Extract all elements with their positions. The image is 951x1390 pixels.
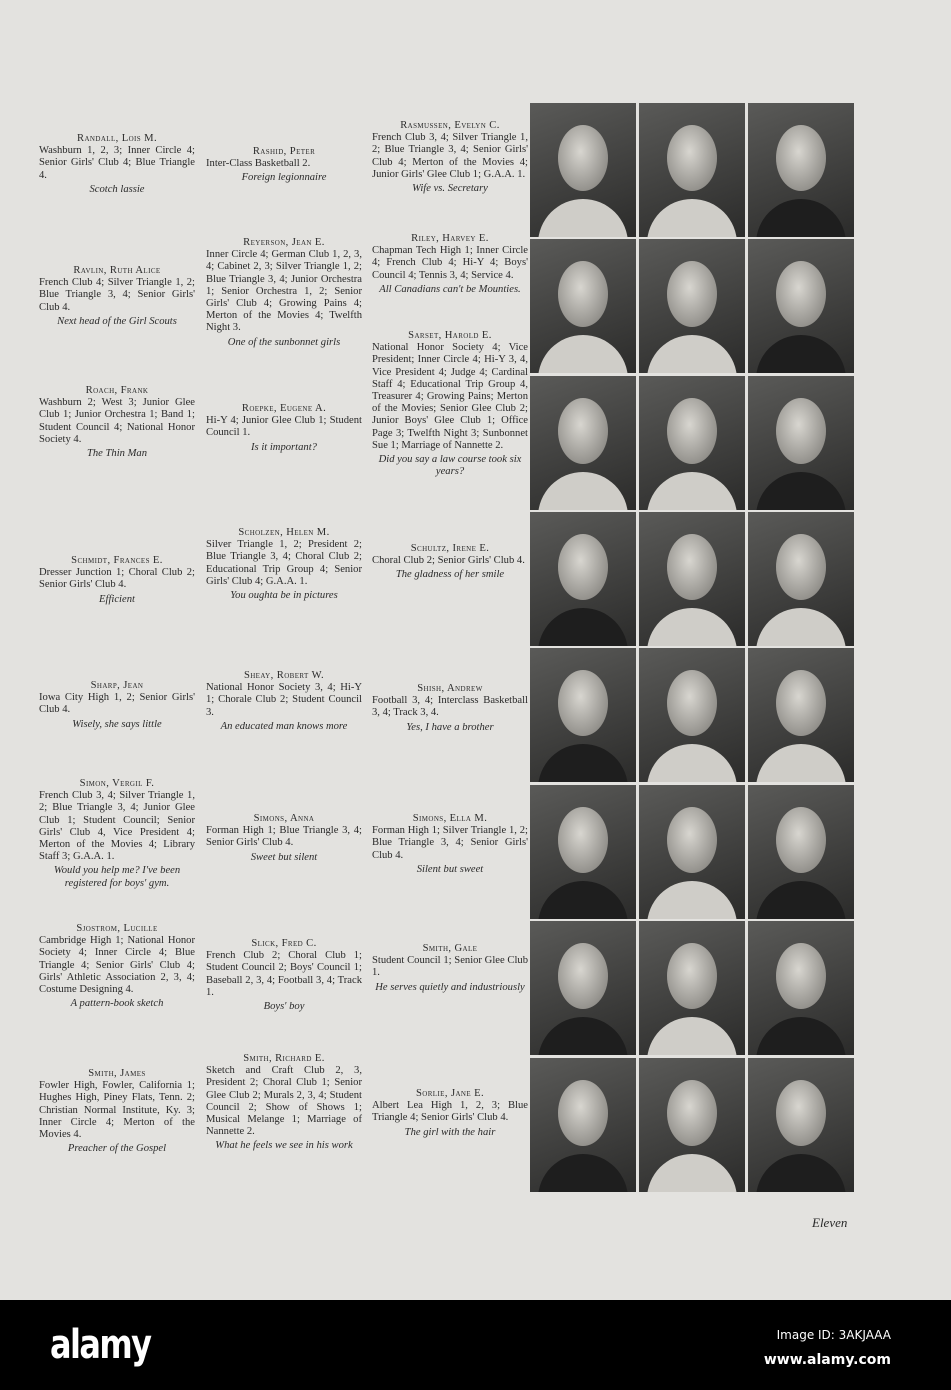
student-entry xyxy=(206,670,362,733)
student-portrait xyxy=(639,785,745,919)
student-activities: Iowa City High 1, 2; Senior Girls' Club 4. xyxy=(39,692,195,716)
student-entry xyxy=(206,237,362,349)
student-name: Simons, Anna xyxy=(253,813,315,824)
student-entry xyxy=(372,813,528,876)
site-url: www.alamy.com xyxy=(763,1352,891,1368)
student-motto: Would you help me? I've been registered for boys' gym. xyxy=(53,865,181,889)
student-motto: Yes, I have a brother xyxy=(406,721,494,733)
student-entry xyxy=(372,1088,528,1139)
student-entry xyxy=(372,233,528,296)
student-name: Roepke, Eugene A. xyxy=(241,403,327,414)
student-motto: Scotch lassie xyxy=(89,183,145,195)
student-name: Reyerson, Jean E. xyxy=(243,237,325,248)
student-name: Sheay, Robert W. xyxy=(243,670,325,681)
student-activities: Inner Circle 4; German Club 1, 2, 3, 4; Cabinet 2, 3; Silver Triangle 1, 2; Blue Triangle 3, 4; Junior Orchestra 1; Senior Orchestra 1, 2; Senior Girls' Club 4; Growing Pains 4; Merton of the Movies 4; Twelfth Night 3. xyxy=(206,249,362,334)
student-entry xyxy=(206,1053,362,1153)
student-name: Roach, Frank xyxy=(85,385,149,396)
student-name: Sharp, Jean xyxy=(90,680,144,691)
student-entry xyxy=(206,146,362,185)
student-activities: French Club 2; Choral Club 1; Student Council 2; Boys' Council 1; Baseball 2, 3, 4; Football 3, 4; Track 1. xyxy=(206,950,362,998)
student-motto: Wisely, she says little xyxy=(72,718,162,730)
student-portrait xyxy=(530,239,636,373)
student-entry xyxy=(39,1068,195,1155)
student-entry xyxy=(206,527,362,602)
student-motto: He serves quietly and industriously xyxy=(375,981,525,993)
student-portrait xyxy=(748,376,854,510)
student-name: Slick, Fred C. xyxy=(251,938,317,949)
student-entry xyxy=(39,265,195,328)
student-portrait xyxy=(748,921,854,1055)
student-activities: Hi-Y 4; Junior Glee Club 1; Student Council 1. xyxy=(206,415,362,439)
student-motto: Did you say a law course took six years? xyxy=(378,454,522,478)
student-portrait xyxy=(748,1058,854,1192)
student-name: Sjostrom, Lucille xyxy=(76,923,158,934)
student-motto: Boys' boy xyxy=(263,1001,305,1013)
student-portrait xyxy=(639,512,745,646)
student-entry xyxy=(39,778,195,890)
student-entry xyxy=(372,330,528,478)
student-activities: Dresser Junction 1; Choral Club 2; Senior Girls' Club 4. xyxy=(39,567,195,591)
student-motto: You oughta be in pictures xyxy=(230,590,338,602)
student-name: Rashid, Peter xyxy=(252,146,316,157)
student-motto: Sweet but silent xyxy=(250,851,318,863)
student-motto: An educated man knows more xyxy=(220,720,348,732)
student-motto: A pattern-book sketch xyxy=(70,998,164,1010)
student-activities: French Club 3, 4; Silver Triangle 1, 2; Blue Triangle 3, 4; Junior Glee Club 1; Student Council; Senior Girls' Club 4, Vice President 4; Merton of the Movies 4; Library Staff 3; G.A.A. 1. xyxy=(39,790,195,863)
student-name: Schmidt, Frances E. xyxy=(71,555,163,566)
student-entry xyxy=(372,943,528,994)
student-portrait xyxy=(639,648,745,782)
student-name: Sarset, Harold E. xyxy=(408,330,492,341)
student-portrait xyxy=(639,1058,745,1192)
student-activities: Silver Triangle 1, 2; President 2; Blue Triangle 3, 4; Choral Club 2; Educational Trip Group 4; Senior Girls' Club 4; G.A.A. 1. xyxy=(206,539,362,587)
student-activities: National Honor Society 4; Vice President; Inner Circle 4; Hi-Y 3, 4, Vice President 4; Judge 4; Cardinal Staff 4; Educational Trip Group 4, Treasurer 4; Growing Pains; Merton of the Movies; Senior Glee Club 2; Junior Boys' Glee Club 1; Office Page 3; Twelfth Night 3; Sunbonnet Sue 1; Marriage of Nannette 2. xyxy=(372,342,528,451)
page-number: Eleven xyxy=(812,1215,848,1230)
student-portrait xyxy=(530,512,636,646)
watermark-bar xyxy=(0,1300,951,1390)
student-portrait xyxy=(530,103,636,237)
student-name: Smith, Richard E. xyxy=(243,1053,325,1064)
student-portrait xyxy=(748,785,854,919)
student-activities: Forman High 1; Blue Triangle 3, 4; Senior Girls' Club 4. xyxy=(206,825,362,849)
student-motto: The Thin Man xyxy=(86,448,148,460)
student-entry xyxy=(39,555,195,606)
student-activities: Washburn 1, 2, 3; Inner Circle 4; Senior Girls' Club 4; Blue Triangle 4. xyxy=(39,145,195,181)
student-portrait xyxy=(530,1058,636,1192)
student-entry xyxy=(206,403,362,454)
student-name: Schultz, Irene E. xyxy=(410,543,490,554)
student-portrait xyxy=(530,376,636,510)
student-activities: Chapman Tech High 1; Inner Circle 4; French Club 4; Hi-Y 4; Boys' Council 4; Tennis 3, 4; Service 4. xyxy=(372,245,528,281)
student-activities: Inter-Class Basketball 2. xyxy=(206,158,311,170)
student-entry xyxy=(372,120,528,195)
student-portrait xyxy=(530,921,636,1055)
student-entry xyxy=(206,938,362,1013)
student-activities: Student Council 1; Senior Glee Club 1. xyxy=(372,955,528,979)
student-activities: National Honor Society 3, 4; Hi-Y 1; Chorale Club 2; Student Council 3. xyxy=(206,682,362,718)
student-motto: Next head of the Girl Scouts xyxy=(57,315,177,327)
student-name: Simon, Vergil F. xyxy=(79,778,155,789)
student-portrait xyxy=(748,103,854,237)
student-entry xyxy=(372,683,528,734)
student-motto: The gladness of her smile xyxy=(395,569,505,581)
student-portrait xyxy=(748,648,854,782)
student-motto: One of the sunbonnet girls xyxy=(227,336,341,348)
student-name: Smith, Gale xyxy=(422,943,478,954)
student-activities: French Club 4; Silver Triangle 1, 2; Blue Triangle 3, 4; Senior Girls' Club 4. xyxy=(39,277,195,313)
student-motto: The girl with the hair xyxy=(404,1126,496,1138)
student-entry xyxy=(39,385,195,460)
student-portrait xyxy=(748,512,854,646)
student-motto: All Canadians can't be Mounties. xyxy=(379,283,521,295)
student-activities: Sketch and Craft Club 2, 3, President 2; Choral Club 1; Senior Glee Club 2; Murals 2, 3, 4; Student Council 2; Show of Shows 1; Musical Melange 1; Marriage of Nannette 2. xyxy=(206,1065,362,1138)
student-motto: Efficient xyxy=(99,593,135,605)
student-motto: Silent but sweet xyxy=(416,863,484,875)
student-motto: Preacher of the Gospel xyxy=(67,1143,167,1155)
student-name: Randall, Lois M. xyxy=(76,133,157,144)
student-entry xyxy=(372,543,528,582)
student-name: Sorlie, Jane E. xyxy=(415,1088,485,1099)
student-activities: Washburn 2; West 3; Junior Glee Club 1; Junior Orchestra 1; Band 1; Student Council 4; National Honor Society 4. xyxy=(39,397,195,445)
student-activities: Fowler High, Fowler, California 1; Hughes High, Piney Flats, Tenn. 2; Christian Normal Institute, Ky. 3; Inner Circle 4; Merton of the Movies 4. xyxy=(39,1080,195,1141)
student-activities: Forman High 1; Silver Triangle 1, 2; Blue Triangle 3, 4; Senior Girls' Club 4. xyxy=(372,825,528,861)
student-activities: French Club 3, 4; Silver Triangle 1, 2; Blue Triangle 3, 4; Senior Girls' Club 4; Merton of the Movies 4; Junior Girls' Glee Club 1; G.A.A. 1. xyxy=(372,132,528,180)
student-name: Ravlin, Ruth Alice xyxy=(73,265,161,276)
student-activities: Albert Lea High 1, 2, 3; Blue Triangle 4; Senior Girls' Club 4. xyxy=(372,1100,528,1124)
student-motto: Foreign legionnaire xyxy=(241,172,327,184)
student-entry xyxy=(39,680,195,731)
student-entry xyxy=(39,923,195,1010)
student-name: Simons, Ella M. xyxy=(412,813,488,824)
image-id: Image ID: 3AKJAAA xyxy=(776,1328,891,1342)
student-entry xyxy=(206,813,362,864)
student-motto: Wife vs. Secretary xyxy=(412,183,488,195)
alamy-logo: alamy xyxy=(50,1322,151,1368)
student-portrait xyxy=(530,648,636,782)
student-entry xyxy=(39,133,195,196)
student-name: Rasmussen, Evelyn C. xyxy=(400,120,500,131)
student-name: Riley, Harvey E. xyxy=(411,233,489,244)
student-portrait xyxy=(639,921,745,1055)
student-portrait xyxy=(639,376,745,510)
student-motto: What he feels we see in his work xyxy=(215,1140,353,1152)
student-name: Shish, Andrew xyxy=(417,683,483,694)
student-activities: Cambridge High 1; National Honor Society 4; Inner Circle 4; Blue Triangle 4; Senior Girls' Club 4; Girls' Athletic Association 2, 3, 4; Costume Designing 4. xyxy=(39,935,195,996)
student-name: Smith, James xyxy=(88,1068,146,1079)
student-activities: Choral Club 2; Senior Girls' Club 4. xyxy=(372,555,525,567)
student-activities: Football 3, 4; Interclass Basketball 3, 4; Track 3, 4. xyxy=(372,695,528,719)
student-portrait xyxy=(530,785,636,919)
student-portrait xyxy=(639,103,745,237)
student-name: Scholzen, Helen M. xyxy=(238,527,330,538)
student-portrait xyxy=(639,239,745,373)
student-motto: Is it important? xyxy=(251,441,317,453)
student-portrait xyxy=(748,239,854,373)
